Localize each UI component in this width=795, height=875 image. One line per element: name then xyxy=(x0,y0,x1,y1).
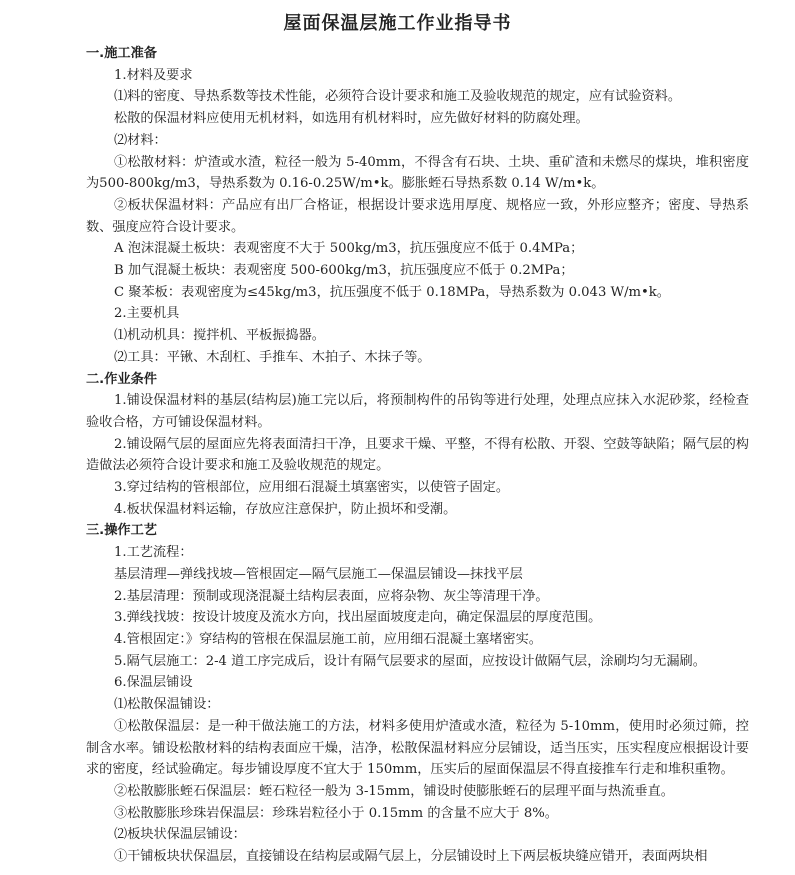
paragraph: 4.板状保温材料运输，存放应注意保护，防止损坏和受潮。 xyxy=(114,501,457,517)
paragraph: ①松散保温层：是一种干做法施工的方法，材料多使用炉渣或水渣，粒径为 5-10mm，使用时必须过筛，控制含水率。铺设松散材料的结构表面应干燥，洁净，松散保温材料应分层铺设，适当压实，压实程度应根据设计要求的密度，经试验确定。每步铺设厚度不宜大于 150mm，压实后的屋面保温层不得直接推车行走和堆积重物。 xyxy=(86,718,749,778)
paragraph: ⑵材料： xyxy=(114,132,167,148)
paragraph: ⑴松散保温铺设： xyxy=(114,697,220,713)
paragraph: ③松散膨胀珍珠岩保温层：珍珠岩粒径小于 0.15mm 的含量不应大于 8%。 xyxy=(114,805,558,821)
paragraph: 松散的保温材料应使用无机材料，如选用有机材料时，应先做好材料的防腐处理。 xyxy=(114,111,589,127)
paragraph: 5.隔气层施工：2-4 道工序完成后，设计有隔气层要求的屋面，应按设计做隔气层，涂刷均匀无漏刷。 xyxy=(114,653,706,669)
paragraph: 3.穿过结构的管根部位，应用细石混凝土填塞密实，以使管子固定。 xyxy=(114,480,510,496)
section-heading: 一.施工准备 xyxy=(86,46,157,61)
paragraph: ②松散膨胀蛭石保温层：蛭石粒径一般为 3-15mm，铺设时使膨胀蛭石的层理平面与热流垂直。 xyxy=(114,783,674,799)
paragraph: ⑵板块状保温层铺设： xyxy=(114,827,246,843)
paragraph: 2.铺设隔气层的屋面应先将表面清扫干净，且要求干燥、平整，不得有松散、开裂、空鼓等缺陷；隔气层的构造做法必须符合设计要求和施工及验收规范的规定。 xyxy=(86,436,749,474)
section-operation-process xyxy=(86,520,749,867)
paragraph: B 加气混凝土板块：表观密度 500-600kg/m3，抗压强度应不低于 0.2MPa； xyxy=(114,263,574,279)
paragraph: ⑵工具：平锹、木刮杠、手推车、木拍子、木抹子等。 xyxy=(114,349,431,365)
document-title: 屋面保温层施工作业指导书 xyxy=(283,13,512,34)
section-preparation xyxy=(86,43,749,369)
paragraph: 4.管根固定：》穿结构的管根在保温层施工前，应用细石混凝土塞堵密实。 xyxy=(114,631,542,647)
paragraph: 2.基层清理：预制或现浇混凝土结构层表面，应将杂物、灰尘等清理干净。 xyxy=(114,588,549,604)
paragraph: 3.弹线找坡：按设计坡度及流水方向，找出屋面坡度走向，确定保温层的厚度范围。 xyxy=(114,610,602,626)
paragraph: 1.工艺流程： xyxy=(114,545,193,561)
section-work-conditions xyxy=(86,369,749,521)
paragraph: 1.材料及要求 xyxy=(114,67,193,83)
paragraph: A 泡沫混凝土板块：表观密度不大于 500kg/m3，抗压强度应不低于 0.4MPa； xyxy=(114,241,584,257)
paragraph: ⑴机动机具：搅拌机、平板振捣器。 xyxy=(114,328,325,344)
paragraph: ⑴料的密度、导热系数等技术性能，必须符合设计要求和施工及验收规范的规定，应有试验资料。 xyxy=(114,89,682,105)
paragraph: ①松散材料：炉渣或水渣，粒径一般为 5-40mm，不得含有石块、土块、重矿渣和未燃尽的煤块，堆积密度为500-800kg/m3，导热系数为 0.16-0.25W/m•k。膨胀蛭石导热系数 0.14 W/m•k。 xyxy=(86,154,749,192)
paragraph: C 聚苯板：表观密度为≤45kg/m3，抗压强度不低于 0.18MPa，导热系数为 0.043 W/m•k。 xyxy=(114,284,670,300)
section-heading: 二.作业条件 xyxy=(86,371,157,387)
paragraph: 1.铺设保温材料的基层(结构层)施工完以后，将预制构件的吊钩等进行处理，处理点应抹入水泥砂浆，经检查验收合格，方可铺设保温材料。 xyxy=(86,393,749,430)
section-heading: 三.操作工艺 xyxy=(86,523,157,539)
paragraph: ②板状保温材料：产品应有出厂合格证，根据设计要求选用厚度、规格应一致，外形应整齐；密度、导热系数、强度应符合设计要求。 xyxy=(86,197,749,235)
paragraph: ①干铺板块状保温层，直接铺设在结构层或隔气层上，分层铺设时上下两层板块缝应错开，表面两块相 xyxy=(114,849,708,865)
paragraph: 基层清理—弹线找坡—管根固定—隔气层施工—保温层铺设—抹找平层 xyxy=(114,566,523,582)
paragraph: 2.主要机具 xyxy=(114,306,180,322)
paragraph: 6.保温层铺设 xyxy=(114,675,193,691)
